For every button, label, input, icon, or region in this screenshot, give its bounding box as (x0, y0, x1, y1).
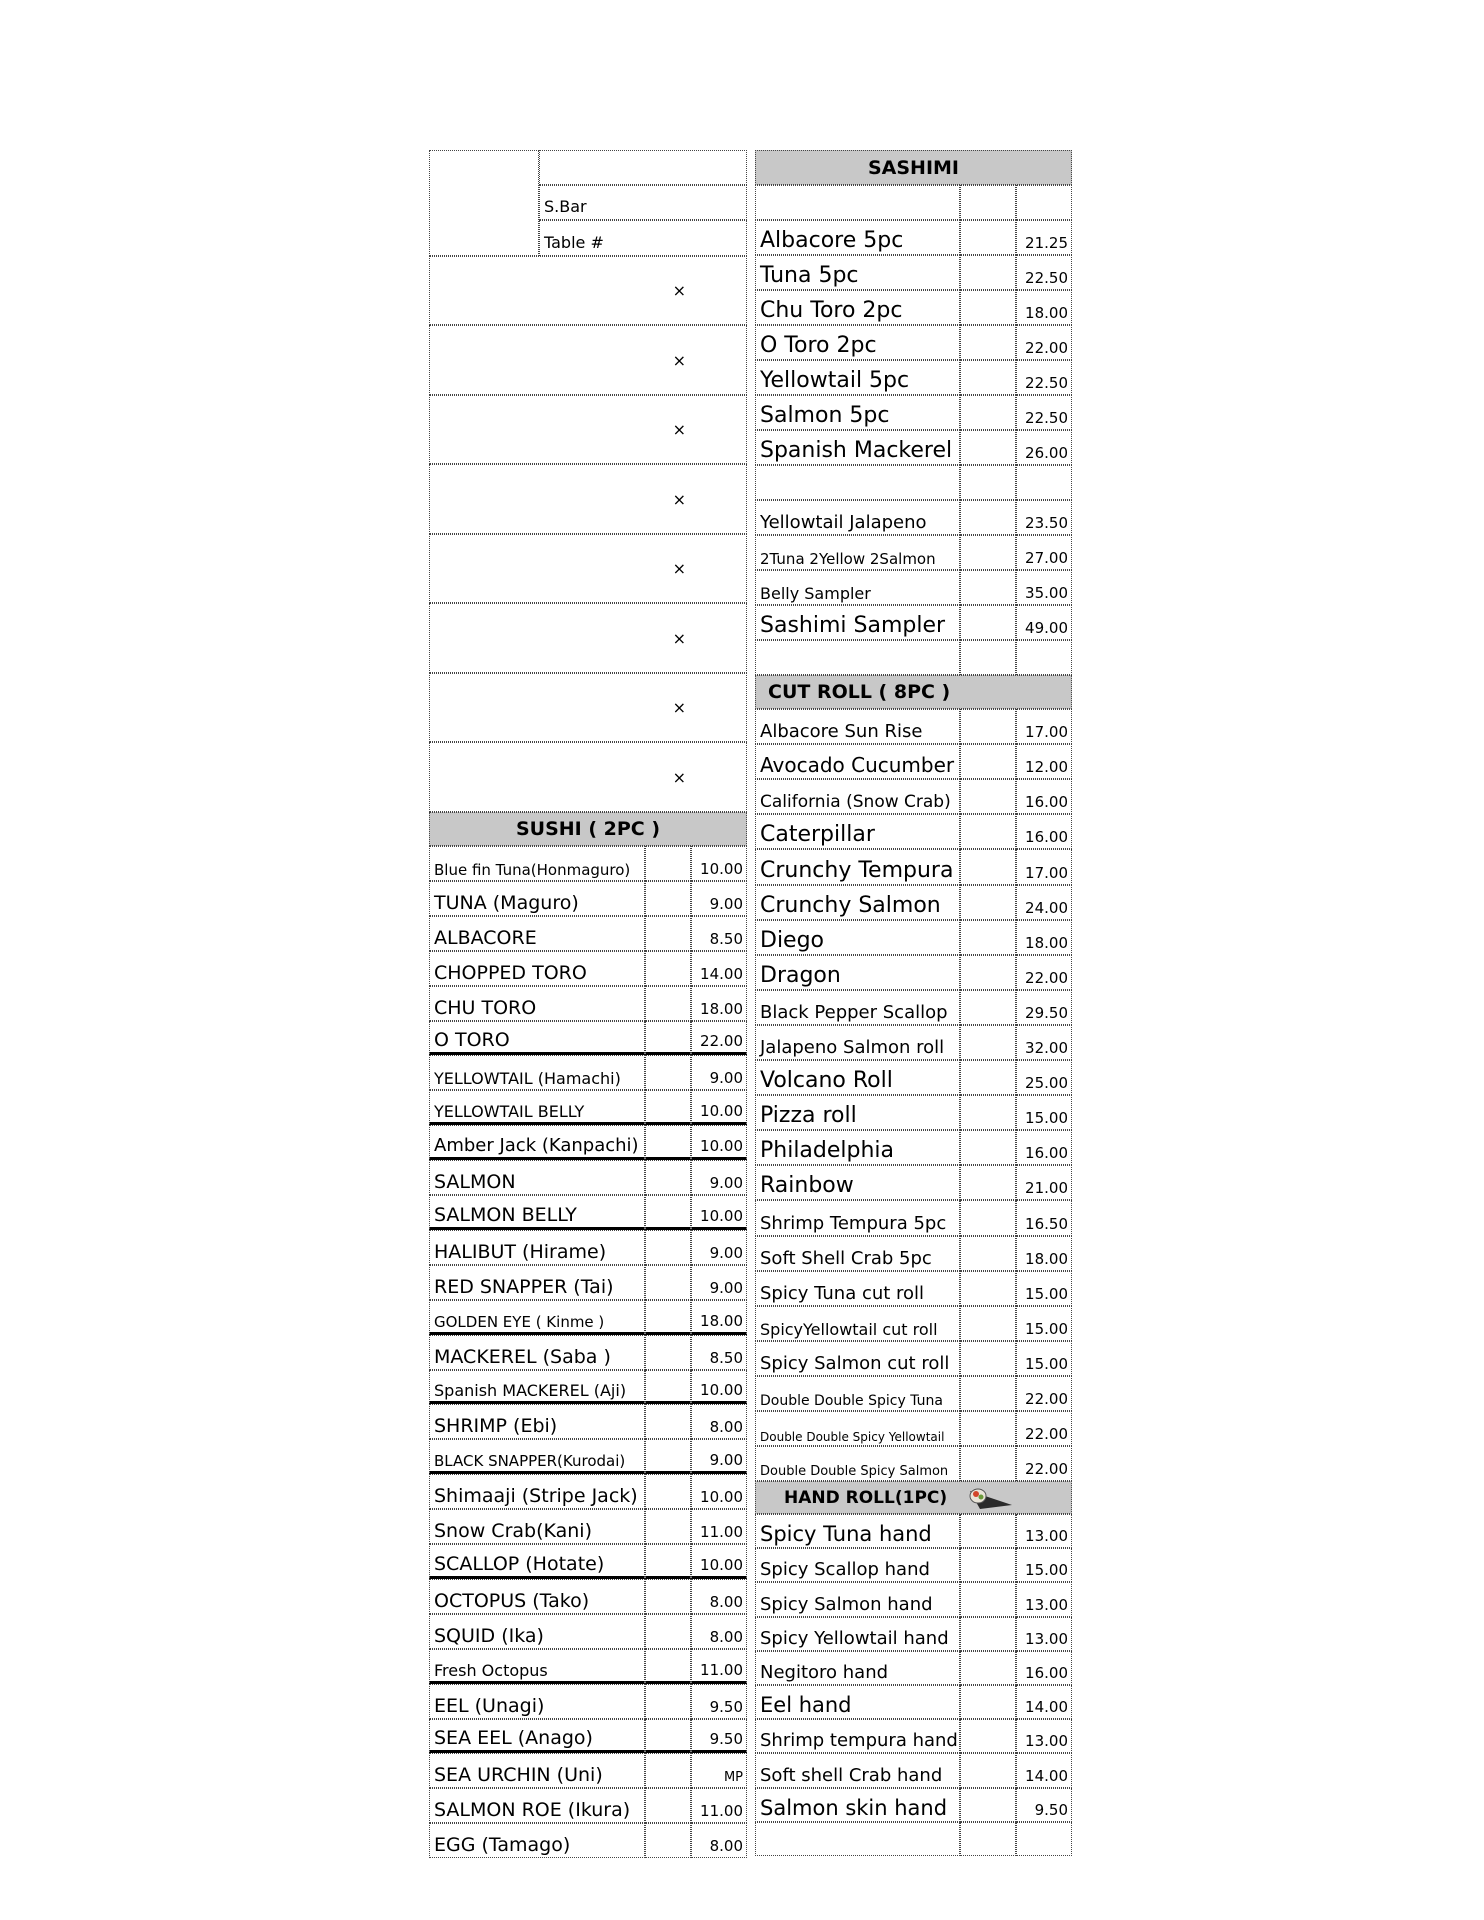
cut-roll-item-name[interactable]: Jalapeno Salmon roll (755, 1025, 960, 1060)
sashimi-item-price: 22.50 (1016, 360, 1072, 395)
cut-roll-item-name[interactable]: SpicyYellowtail cut roll (755, 1306, 960, 1341)
sushi-qty-cell[interactable] (645, 916, 691, 951)
cut-roll-qty-cell[interactable] (960, 920, 1016, 955)
sushi-item-name[interactable]: EEL (Unagi) (429, 1684, 645, 1719)
sushi-item-name[interactable]: MACKEREL (Saba ) (429, 1335, 645, 1370)
sushi-qty-cell[interactable] (645, 1300, 691, 1335)
cut-roll-item-price: 21.00 (1016, 1165, 1072, 1200)
sushi-qty-cell[interactable] (645, 1404, 691, 1439)
cut-roll-item-name[interactable]: Rainbow (755, 1165, 960, 1200)
sushi-item-name[interactable]: EGG (Tamago) (429, 1823, 645, 1858)
cut-roll-item-name[interactable]: Shrimp Tempura 5pc (755, 1200, 960, 1236)
sushi-item-name[interactable]: RED SNAPPER (Tai) (429, 1265, 645, 1300)
sashimi-qty-cell[interactable] (960, 395, 1016, 430)
sushi-item-name[interactable]: GOLDEN EYE ( Kinme ) (429, 1300, 645, 1335)
sashimi-item-name[interactable]: Tuna 5pc (755, 255, 960, 290)
sushi-item-price: 10.00 (691, 1090, 747, 1125)
sashimi-item-price: 26.00 (1016, 430, 1072, 465)
cut-roll-qty-cell[interactable] (960, 1411, 1016, 1446)
hand-roll-item-name[interactable]: Salmon skin hand (755, 1788, 960, 1822)
order-line-3[interactable]: × (429, 395, 747, 464)
sushi-qty-cell[interactable] (645, 1439, 691, 1474)
hand-roll-qty-cell[interactable] (960, 1822, 1016, 1856)
hand-roll-item-name[interactable] (755, 1822, 960, 1856)
sushi-qty-cell[interactable] (645, 1823, 691, 1858)
cut-roll-item-price: 12.00 (1016, 744, 1072, 779)
cut-roll-qty-cell[interactable] (960, 1025, 1016, 1060)
hand-roll-item-price: 13.00 (1016, 1514, 1072, 1548)
sushi-qty-cell[interactable] (645, 881, 691, 916)
sushi-item-price: 8.50 (691, 916, 747, 951)
cut-roll-item-name[interactable]: Avocado Cucumber (755, 744, 960, 779)
sushi-item-price: 11.00 (691, 1649, 747, 1684)
sushi-qty-cell[interactable] (645, 1125, 691, 1160)
cut-roll-item-price: 15.00 (1016, 1341, 1072, 1376)
sashimi-qty-cell[interactable] (960, 220, 1016, 255)
hand-roll-qty-cell[interactable] (960, 1548, 1016, 1582)
sushi-item-name[interactable]: TUNA (Maguro) (429, 881, 645, 916)
hand-roll-item-price (1016, 1822, 1072, 1856)
cut-roll-qty-cell[interactable] (960, 1341, 1016, 1376)
order-line-6[interactable]: × (429, 603, 747, 673)
sashimi-qty-cell[interactable] (960, 255, 1016, 290)
sbar-label: S.Bar (539, 185, 747, 220)
cut-roll-item-name[interactable]: Spicy Tuna cut roll (755, 1271, 960, 1306)
sushi-item-price: 10.00 (691, 1370, 747, 1404)
cut-roll-qty-cell[interactable] (960, 1236, 1016, 1271)
sushi-item-name[interactable]: ALBACORE (429, 916, 645, 951)
sushi-qty-cell[interactable] (645, 951, 691, 986)
sushi-item-price: 9.00 (691, 1230, 747, 1265)
table-number-label[interactable]: Table # (539, 220, 747, 256)
order-line-2[interactable]: × (429, 325, 747, 395)
sushi-qty-cell[interactable] (645, 1370, 691, 1404)
cut-roll-item-price: 22.00 (1016, 1376, 1072, 1411)
sushi-item-price: 10.00 (691, 1125, 747, 1160)
sushi-qty-cell[interactable] (645, 1753, 691, 1788)
sushi-qty-cell[interactable] (645, 1649, 691, 1684)
sushi-item-name[interactable]: SCALLOP (Hotate) (429, 1544, 645, 1579)
sushi-item-price: 9.50 (691, 1684, 747, 1719)
cut-roll-item-price: 15.00 (1016, 1095, 1072, 1130)
cut-roll-qty-cell[interactable] (960, 1271, 1016, 1306)
cut-roll-qty-cell[interactable] (960, 1130, 1016, 1165)
sushi-qty-cell[interactable] (645, 1544, 691, 1579)
cut-roll-item-price: 15.00 (1016, 1271, 1072, 1306)
sushi-item-name[interactable]: YELLOWTAIL BELLY (429, 1090, 645, 1125)
hand-roll-item-price: 15.00 (1016, 1548, 1072, 1582)
sashimi-item-name[interactable]: Yellowtail 5pc (755, 360, 960, 395)
sushi-qty-cell[interactable] (645, 1090, 691, 1125)
sushi-item-name[interactable]: SEA URCHIN (Uni) (429, 1753, 645, 1788)
cut-roll-section-title: CUT ROLL ( 8PC ) (755, 675, 1072, 709)
sashimi-item-price: 18.00 (1016, 290, 1072, 325)
sashimi-qty-cell[interactable] (960, 290, 1016, 325)
sushi-qty-cell[interactable] (645, 1579, 691, 1614)
cut-roll-item-name[interactable]: Albacore Sun Rise (755, 709, 960, 744)
sushi-item-name[interactable]: SHRIMP (Ebi) (429, 1404, 645, 1439)
sashimi-qty-cell[interactable] (960, 500, 1016, 535)
sushi-section-title: SUSHI ( 2PC ) (429, 812, 747, 846)
hand-roll-icon (966, 1483, 1016, 1513)
sashimi-item-price: 49.00 (1016, 605, 1072, 640)
cut-roll-item-price: 24.00 (1016, 885, 1072, 920)
sashimi-item-name[interactable]: Salmon 5pc (755, 395, 960, 430)
sushi-item-name[interactable]: Shimaaji (Stripe Jack) (429, 1474, 645, 1509)
sushi-qty-cell[interactable] (645, 1055, 691, 1090)
hand-roll-item-price: 9.50 (1016, 1788, 1072, 1822)
sushi-item-name[interactable]: O TORO (429, 1021, 645, 1055)
sushi-item-name[interactable]: CHOPPED TORO (429, 951, 645, 986)
sashimi-item-price: 35.00 (1016, 570, 1072, 605)
cut-roll-qty-cell[interactable] (960, 1446, 1016, 1481)
hand-roll-item-price: 14.00 (1016, 1685, 1072, 1719)
cut-roll-item-price: 22.00 (1016, 1446, 1072, 1481)
cut-roll-item-price: 16.50 (1016, 1200, 1072, 1236)
sashimi-qty-cell[interactable] (960, 185, 1016, 220)
cut-roll-qty-cell[interactable] (960, 1060, 1016, 1095)
sushi-item-price: 8.00 (691, 1823, 747, 1858)
sushi-qty-cell[interactable] (645, 846, 691, 881)
cut-roll-qty-cell[interactable] (960, 779, 1016, 814)
sushi-item-price: 8.50 (691, 1335, 747, 1370)
sashimi-item-name[interactable]: Yellowtail Jalapeno (755, 500, 960, 535)
order-sheet (429, 150, 1072, 1856)
hand-roll-item-name[interactable]: Eel hand (755, 1685, 960, 1719)
sushi-qty-cell[interactable] (645, 1335, 691, 1370)
hand-roll-item-name[interactable]: Spicy Scallop hand (755, 1548, 960, 1582)
cut-roll-item-price: 18.00 (1016, 920, 1072, 955)
cut-roll-item-name[interactable]: Double Double Spicy Tuna (755, 1376, 960, 1411)
sushi-item-name[interactable]: SEA EEL (Anago) (429, 1719, 645, 1753)
hand-roll-item-price: 13.00 (1016, 1719, 1072, 1753)
sashimi-item-price (1016, 465, 1072, 500)
cut-roll-qty-cell[interactable] (960, 1306, 1016, 1341)
sushi-item-name[interactable]: Amber Jack (Kanpachi) (429, 1125, 645, 1160)
cut-roll-item-price: 25.00 (1016, 1060, 1072, 1095)
sashimi-item-price: 22.00 (1016, 325, 1072, 360)
sashimi-qty-cell[interactable] (960, 605, 1016, 640)
hand-roll-qty-cell[interactable] (960, 1788, 1016, 1822)
sushi-item-price: 10.00 (691, 1544, 747, 1579)
cut-roll-qty-cell[interactable] (960, 709, 1016, 744)
sushi-item-price: 8.00 (691, 1614, 747, 1649)
hand-roll-item-name[interactable]: Negitoro hand (755, 1651, 960, 1685)
sushi-item-price: 9.00 (691, 1265, 747, 1300)
hand-roll-item-name[interactable]: Shrimp tempura hand (755, 1719, 960, 1753)
order-line-1[interactable]: × (429, 256, 747, 325)
cut-roll-item-name[interactable]: Crunchy Tempura (755, 849, 960, 885)
sushi-item-price: 8.00 (691, 1579, 747, 1614)
sushi-item-price: 9.50 (691, 1719, 747, 1753)
sushi-item-price: 18.00 (691, 1300, 747, 1335)
cut-roll-qty-cell[interactable] (960, 849, 1016, 885)
cut-roll-item-price: 22.00 (1016, 955, 1072, 990)
sushi-item-name[interactable]: SALMON (429, 1160, 645, 1195)
cut-roll-item-price: 29.50 (1016, 990, 1072, 1025)
hand-roll-item-name[interactable]: Spicy Tuna hand (755, 1514, 960, 1548)
sushi-item-name[interactable]: SQUID (Ika) (429, 1614, 645, 1649)
sushi-qty-cell[interactable] (645, 1230, 691, 1265)
order-line-8[interactable]: × (429, 742, 747, 812)
cut-roll-item-price: 16.00 (1016, 1130, 1072, 1165)
cut-roll-item-price: 16.00 (1016, 814, 1072, 849)
form-blank-cell (429, 150, 539, 256)
sashimi-item-price (1016, 185, 1072, 220)
order-line-5[interactable]: × (429, 534, 747, 603)
sushi-qty-cell[interactable] (645, 1160, 691, 1195)
sashimi-item-name[interactable]: Albacore 5pc (755, 220, 960, 255)
sushi-item-price: 9.00 (691, 1160, 747, 1195)
cut-roll-qty-cell[interactable] (960, 744, 1016, 779)
sashimi-qty-cell[interactable] (960, 535, 1016, 570)
hand-roll-qty-cell[interactable] (960, 1582, 1016, 1617)
cut-roll-item-price: 18.00 (1016, 1236, 1072, 1271)
sashimi-item-name[interactable]: Spanish Mackerel (755, 430, 960, 465)
sushi-item-price: 14.00 (691, 951, 747, 986)
sashimi-item-name[interactable]: Chu Toro 2pc (755, 290, 960, 325)
order-line-4[interactable]: × (429, 464, 747, 534)
sushi-qty-cell[interactable] (645, 1788, 691, 1823)
cut-roll-item-price: 15.00 (1016, 1306, 1072, 1341)
cut-roll-item-name[interactable]: Dragon (755, 955, 960, 990)
cut-roll-item-name[interactable]: Double Double Spicy Yellowtail (755, 1411, 960, 1446)
sushi-item-name[interactable]: OCTOPUS (Tako) (429, 1579, 645, 1614)
cut-roll-qty-cell[interactable] (960, 1200, 1016, 1236)
sashimi-item-name[interactable]: 2Tuna 2Yellow 2Salmon (755, 535, 960, 570)
sashimi-item-price: 22.50 (1016, 395, 1072, 430)
sushi-qty-cell[interactable] (645, 1195, 691, 1230)
order-line-7[interactable]: × (429, 673, 747, 742)
sashimi-qty-cell[interactable] (960, 360, 1016, 395)
cut-roll-qty-cell[interactable] (960, 814, 1016, 849)
cut-roll-item-name[interactable]: Black Pepper Scallop (755, 990, 960, 1025)
sashimi-item-price (1016, 640, 1072, 675)
sushi-item-price: 22.00 (691, 1021, 747, 1055)
sashimi-item-price: 22.50 (1016, 255, 1072, 290)
cut-roll-item-name[interactable]: Volcano Roll (755, 1060, 960, 1095)
sushi-qty-cell[interactable] (645, 1474, 691, 1509)
cut-roll-item-name[interactable]: Caterpillar (755, 814, 960, 849)
sashimi-item-name[interactable]: Sashimi Sampler (755, 605, 960, 640)
sashimi-item-price: 21.25 (1016, 220, 1072, 255)
sushi-item-price: 18.00 (691, 986, 747, 1021)
sushi-item-price: 10.00 (691, 1474, 747, 1509)
sashimi-item-price: 27.00 (1016, 535, 1072, 570)
sushi-qty-cell[interactable] (645, 1265, 691, 1300)
sushi-qty-cell[interactable] (645, 1509, 691, 1544)
cut-roll-item-name[interactable]: Soft Shell Crab 5pc (755, 1236, 960, 1271)
sushi-item-name[interactable]: Blue fin Tuna(Honmaguro) (429, 846, 645, 881)
cut-roll-item-price: 17.00 (1016, 709, 1072, 744)
sushi-item-price: 9.00 (691, 1439, 747, 1474)
sushi-item-price: 11.00 (691, 1788, 747, 1823)
sushi-qty-cell[interactable] (645, 1719, 691, 1753)
hand-roll-item-price: 13.00 (1016, 1617, 1072, 1651)
sushi-item-name[interactable]: SALMON ROE (Ikura) (429, 1788, 645, 1823)
sushi-qty-cell[interactable] (645, 1684, 691, 1719)
hand-roll-item-price: 16.00 (1016, 1651, 1072, 1685)
sushi-item-price: 10.00 (691, 1195, 747, 1230)
sashimi-item-name[interactable] (755, 640, 960, 675)
cut-roll-qty-cell[interactable] (960, 990, 1016, 1025)
hand-roll-title-text: HAND ROLL(1PC) (784, 1487, 948, 1508)
sushi-qty-cell[interactable] (645, 1021, 691, 1055)
cut-roll-qty-cell[interactable] (960, 1095, 1016, 1130)
cut-roll-item-price: 32.00 (1016, 1025, 1072, 1060)
cut-roll-qty-cell[interactable] (960, 1376, 1016, 1411)
sashimi-item-name[interactable] (755, 465, 960, 500)
sashimi-item-name[interactable]: O Toro 2pc (755, 325, 960, 360)
cut-roll-item-name[interactable]: Philadelphia (755, 1130, 960, 1165)
hand-roll-qty-cell[interactable] (960, 1514, 1016, 1548)
cut-roll-item-name[interactable]: Pizza roll (755, 1095, 960, 1130)
cut-roll-item-name[interactable]: Spicy Salmon cut roll (755, 1341, 960, 1376)
hand-roll-item-price: 14.00 (1016, 1753, 1072, 1788)
sushi-item-price: MP (691, 1753, 747, 1788)
sashimi-item-name[interactable] (755, 185, 960, 220)
sushi-item-price: 8.00 (691, 1404, 747, 1439)
sushi-item-name[interactable]: Spanish MACKEREL (Aji) (429, 1370, 645, 1404)
sushi-item-price: 11.00 (691, 1509, 747, 1544)
sashimi-item-name[interactable]: Belly Sampler (755, 570, 960, 605)
sushi-item-name[interactable]: Fresh Octopus (429, 1649, 645, 1684)
sushi-item-price: 10.00 (691, 846, 747, 881)
hand-roll-item-name[interactable]: Spicy Yellowtail hand (755, 1617, 960, 1651)
cut-roll-item-price: 17.00 (1016, 849, 1072, 885)
cut-roll-qty-cell[interactable] (960, 955, 1016, 990)
sushi-qty-cell[interactable] (645, 1614, 691, 1649)
sushi-item-price: 9.00 (691, 881, 747, 916)
cut-roll-item-name[interactable]: Double Double Spicy Salmon (755, 1446, 960, 1481)
sushi-item-name[interactable]: YELLOWTAIL (Hamachi) (429, 1055, 645, 1090)
hand-roll-item-name[interactable]: Spicy Salmon hand (755, 1582, 960, 1617)
sashimi-qty-cell[interactable] (960, 325, 1016, 360)
sashimi-qty-cell[interactable] (960, 640, 1016, 675)
sushi-item-name[interactable]: BLACK SNAPPER(Kurodai) (429, 1439, 645, 1474)
hand-roll-qty-cell[interactable] (960, 1651, 1016, 1685)
sushi-item-name[interactable]: SALMON BELLY (429, 1195, 645, 1230)
sushi-item-name[interactable]: HALIBUT (Hirame) (429, 1230, 645, 1265)
sashimi-item-price: 23.50 (1016, 500, 1072, 535)
hand-roll-qty-cell[interactable] (960, 1719, 1016, 1753)
sashimi-qty-cell[interactable] (960, 570, 1016, 605)
hand-roll-item-price: 13.00 (1016, 1582, 1072, 1617)
cut-roll-item-name[interactable]: California (Snow Crab) (755, 779, 960, 814)
hand-roll-qty-cell[interactable] (960, 1685, 1016, 1719)
cut-roll-item-name[interactable]: Diego (755, 920, 960, 955)
sashimi-qty-cell[interactable] (960, 465, 1016, 500)
hand-roll-section-title (755, 1481, 1072, 1514)
sushi-qty-cell[interactable] (645, 986, 691, 1021)
cut-roll-item-name[interactable]: Crunchy Salmon (755, 885, 960, 920)
cut-roll-qty-cell[interactable] (960, 885, 1016, 920)
form-header-cell (539, 150, 747, 185)
cut-roll-item-price: 22.00 (1016, 1411, 1072, 1446)
cut-roll-item-price: 16.00 (1016, 779, 1072, 814)
hand-roll-qty-cell[interactable] (960, 1617, 1016, 1651)
sashimi-section-title: SASHIMI (755, 150, 1072, 185)
cut-roll-qty-cell[interactable] (960, 1165, 1016, 1200)
hand-roll-item-name[interactable]: Soft shell Crab hand (755, 1753, 960, 1788)
sushi-item-name[interactable]: Snow Crab(Kani) (429, 1509, 645, 1544)
sushi-item-price: 9.00 (691, 1055, 747, 1090)
sushi-item-name[interactable]: CHU TORO (429, 986, 645, 1021)
sashimi-qty-cell[interactable] (960, 430, 1016, 465)
hand-roll-qty-cell[interactable] (960, 1753, 1016, 1788)
